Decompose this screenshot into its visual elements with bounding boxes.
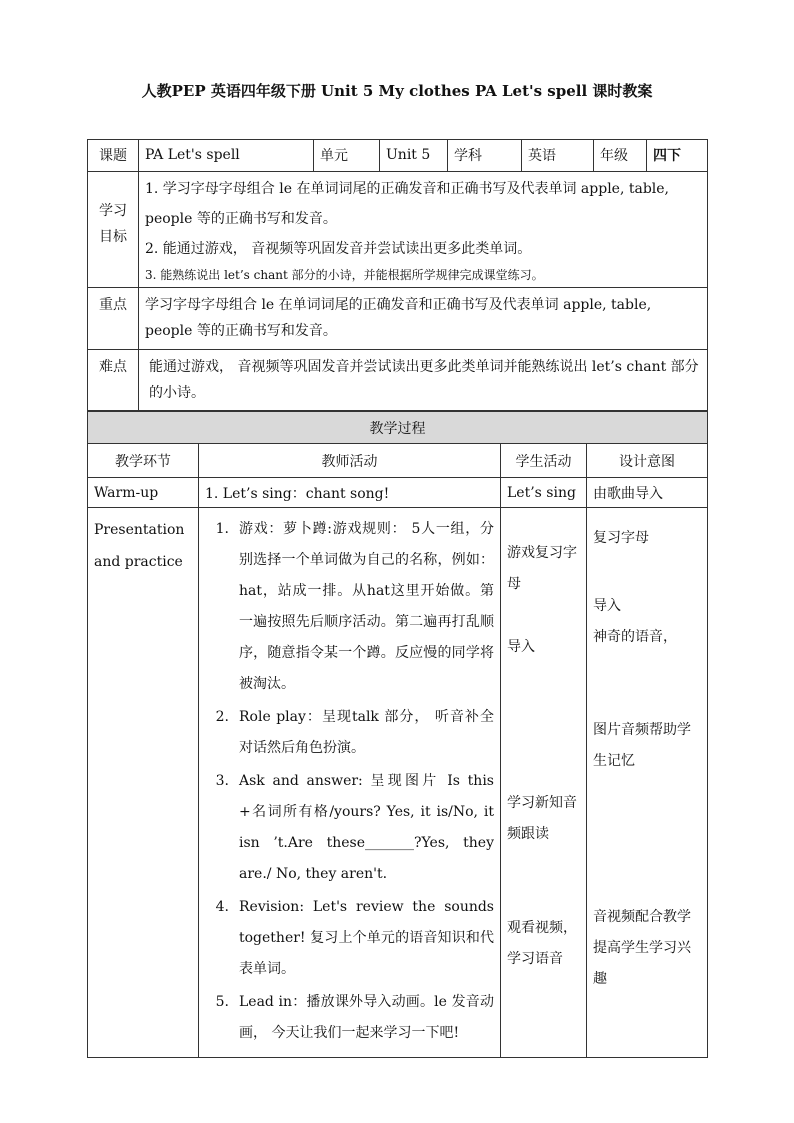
document-title: 人教PEP 英语四年级下册 Unit 5 My clothes PA Let's spell 课时教案 [141,82,653,100]
grade-value: 四下 [653,148,681,164]
objectives-label-line2: 目标 [99,229,127,245]
process-header: 教学过程 [88,412,708,444]
subject-value: 英语 [528,148,556,164]
objective-item-3: 3. 能熟练说出 let’s chant 部分的小诗，并能根据所学规律完成课堂练习。 [145,268,544,282]
difficulties-text: 能通过游戏， 音视频等巩固发音并尝试读出更多此类单词并能熟练说出 let’s chant 部分的小诗。 [149,359,699,401]
student-activity-4: 观看视频，学习语音 [507,920,577,967]
warmup-intent: 由歌曲导入 [593,485,663,502]
warmup-student: Let’s sing [507,484,576,501]
lesson-info-table [87,139,708,411]
intent-4: 图片音频帮助学生记忆 [593,722,691,769]
presentation-stage: Presentation and practice [94,522,185,570]
warmup-teacher: 1. Let’s sing：chant song! [205,485,390,502]
intent-2: 导入 [593,598,621,614]
warmup-stage: Warm-up [94,484,159,501]
student-activity-2: 导入 [507,639,535,655]
teacher-step: 1. 游戏：萝卜蹲:游戏规则： 5人一组，分别选择一个单词做为自己的名称，例如： hat，站成一排。从hat这里开始做。第一遍按照先后顺序活动。第二遍再打乱顺序，随意指令某一个蹲。反应慢的同学将被淘汰。 [215,521,494,692]
student-activity-1: 游戏复习字母 [507,545,577,592]
objectives-label [88,172,138,250]
subject-label: 学科 [454,148,482,164]
teacher-step: 3. Ask and answer: 呈现图片 Is this +名词所有格/yours? Yes, it is/No, it isn ’t.Are these_______?Yes, they are./ No, they aren't. [215,773,494,882]
col-stage-header: 教学环节 [88,444,199,478]
unit-label: 单元 [320,148,348,164]
objective-item-2: 2. 能通过游戏， 音视频等巩固发音并尝试读出更多此类单词。 [145,241,532,257]
unit-value: Unit 5 [386,147,431,163]
col-teacher-header: 教师活动 [199,444,501,478]
teacher-step: 5. Lead in：播放课外导入动画。le 发音动画， 今天让我们一起来学习一下吧! [215,994,494,1041]
topic-value: PA Let's spell [145,147,240,163]
difficulties-label: 难点 [99,359,127,375]
objectives-label-line1: 学习 [99,203,127,219]
intent-3: 神奇的语音， [593,629,677,645]
teaching-process-table [87,411,708,1058]
grade-label: 年级 [600,148,628,164]
teacher-step: 2. Role play：呈现talk 部分， 听音补全对话然后角色扮演。 [215,709,494,756]
teacher-steps-list [199,508,500,1049]
key-points-text: 学习字母字母组合 le 在单词词尾的正确发音和正确书写及代表单词 apple, table, people 等的正确书写和发音。 [145,297,652,339]
col-intent-header: 设计意图 [587,444,708,478]
topic-label: 课题 [99,148,127,164]
key-points-label: 重点 [99,297,127,313]
student-activity-3: 学习新知音频跟读 [507,795,577,842]
teacher-step: 4. Revision: Let's review the sounds together! 复习上个单元的语音知识和代表单词。 [215,899,494,977]
objective-item-1: 1. 学习字母字母组合 le 在单词词尾的正确发音和正确书写及代表单词 apple, table, people 等的正确书写和发音。 [145,181,670,227]
col-student-header: 学生活动 [501,444,587,478]
intent-1: 复习字母 [593,530,649,546]
intent-5: 音视频配合教学提高学生学习兴趣 [593,909,691,987]
